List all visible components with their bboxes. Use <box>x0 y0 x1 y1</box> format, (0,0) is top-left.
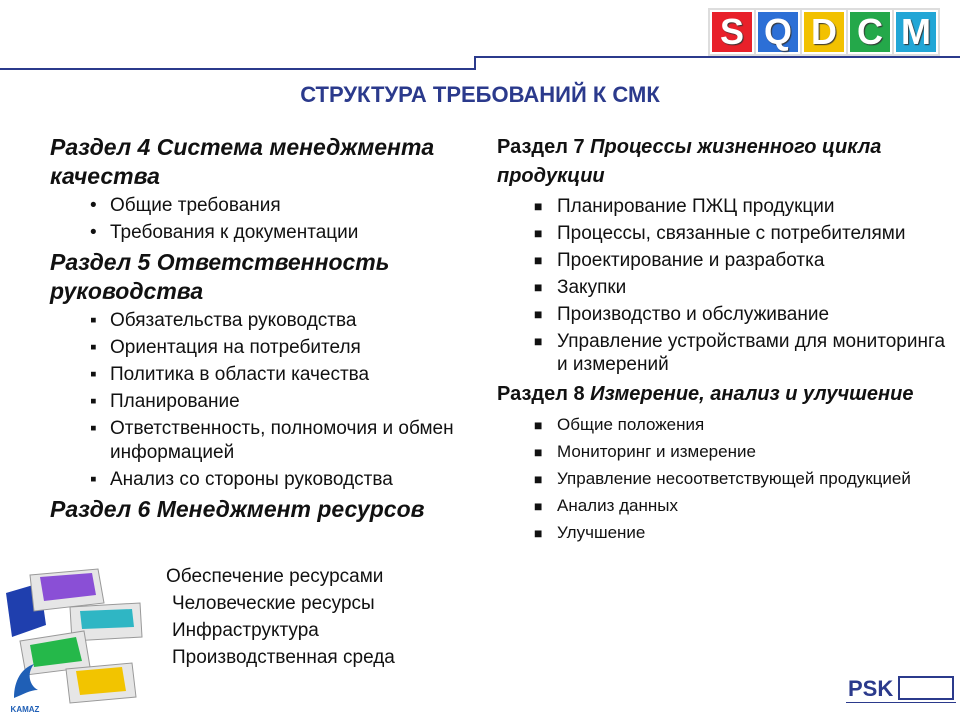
list-item: ■ Планирование ПЖЦ продукции <box>534 196 835 217</box>
section-4-title: Раздел 4 Система менеджмента качества <box>50 134 435 189</box>
kamaz-text: KAMAZ <box>10 705 40 714</box>
section-7-title: Раздел 7 Процессы жизненного цикла продукции <box>497 136 882 187</box>
psk-logo-box <box>898 676 954 700</box>
section-5-list <box>50 309 470 492</box>
sqdcm-d: D <box>802 10 846 54</box>
list-item: ■ Закупки <box>534 277 627 298</box>
list-item: Обеспечение ресурсами <box>166 566 384 587</box>
list-item: ▪ Обязательства руководства <box>90 310 357 331</box>
list-item: ■ Мониторинг и измерение <box>534 442 756 461</box>
sqdcm-q: Q <box>756 10 800 54</box>
right-column <box>497 133 947 549</box>
sqdcm-m: M <box>894 10 938 54</box>
header-divider <box>0 56 476 70</box>
section-6-title: Раздел 6 Менеджмент ресурсов <box>50 496 425 522</box>
list-item: ■ Улучшение <box>534 523 646 542</box>
list-item: Человеческие ресурсы <box>172 593 375 614</box>
list-item: ■ Общие положения <box>534 415 705 434</box>
psk-logo-underline <box>846 702 956 703</box>
section-6-list <box>160 563 460 671</box>
list-item: ▪ Ответственность, полномочия и обмен информацией <box>90 418 454 463</box>
sqdcm-logo <box>708 8 940 56</box>
section-5-title: Раздел 5 Ответственность руководства <box>50 249 390 304</box>
list-item: ■ Производство и обслуживание <box>534 304 830 325</box>
kamaz-logo <box>8 660 42 715</box>
list-item: ■ Управление несоответствующей продукцией <box>534 469 911 488</box>
sqdcm-s: S <box>710 10 754 54</box>
section-8-list <box>497 414 947 544</box>
list-item: Производственная среда <box>172 647 395 668</box>
list-item: ▪ Планирование <box>90 391 240 412</box>
left-column <box>50 133 470 524</box>
page-title: СТРУКТУРА ТРЕБОВАНИЙ К СМК <box>300 82 660 107</box>
list-item: • Общие требования <box>90 195 281 216</box>
header-divider-right <box>476 56 960 58</box>
list-item: ▪ Политика в области качества <box>90 364 370 385</box>
sqdcm-c: C <box>848 10 892 54</box>
list-item: Инфраструктура <box>172 620 319 641</box>
section-7-list <box>497 195 947 376</box>
section-4-list <box>50 194 470 245</box>
list-item: ▪ Анализ со стороны руководства <box>90 469 393 490</box>
list-item: • Требования к документации <box>90 222 359 243</box>
section-8-title: Раздел 8 Измерение, анализ и улучшение <box>497 383 914 405</box>
list-item: ■ Управление устройствами для мониторинга и измерений <box>534 331 946 375</box>
list-item: ■ Анализ данных <box>534 496 678 515</box>
psk-logo: PSK <box>848 676 894 701</box>
list-item: ■ Процессы, связанные с потребителями <box>534 223 906 244</box>
list-item: ■ Проектирование и разработка <box>534 250 825 271</box>
list-item: ▪ Ориентация на потребителя <box>90 337 361 358</box>
